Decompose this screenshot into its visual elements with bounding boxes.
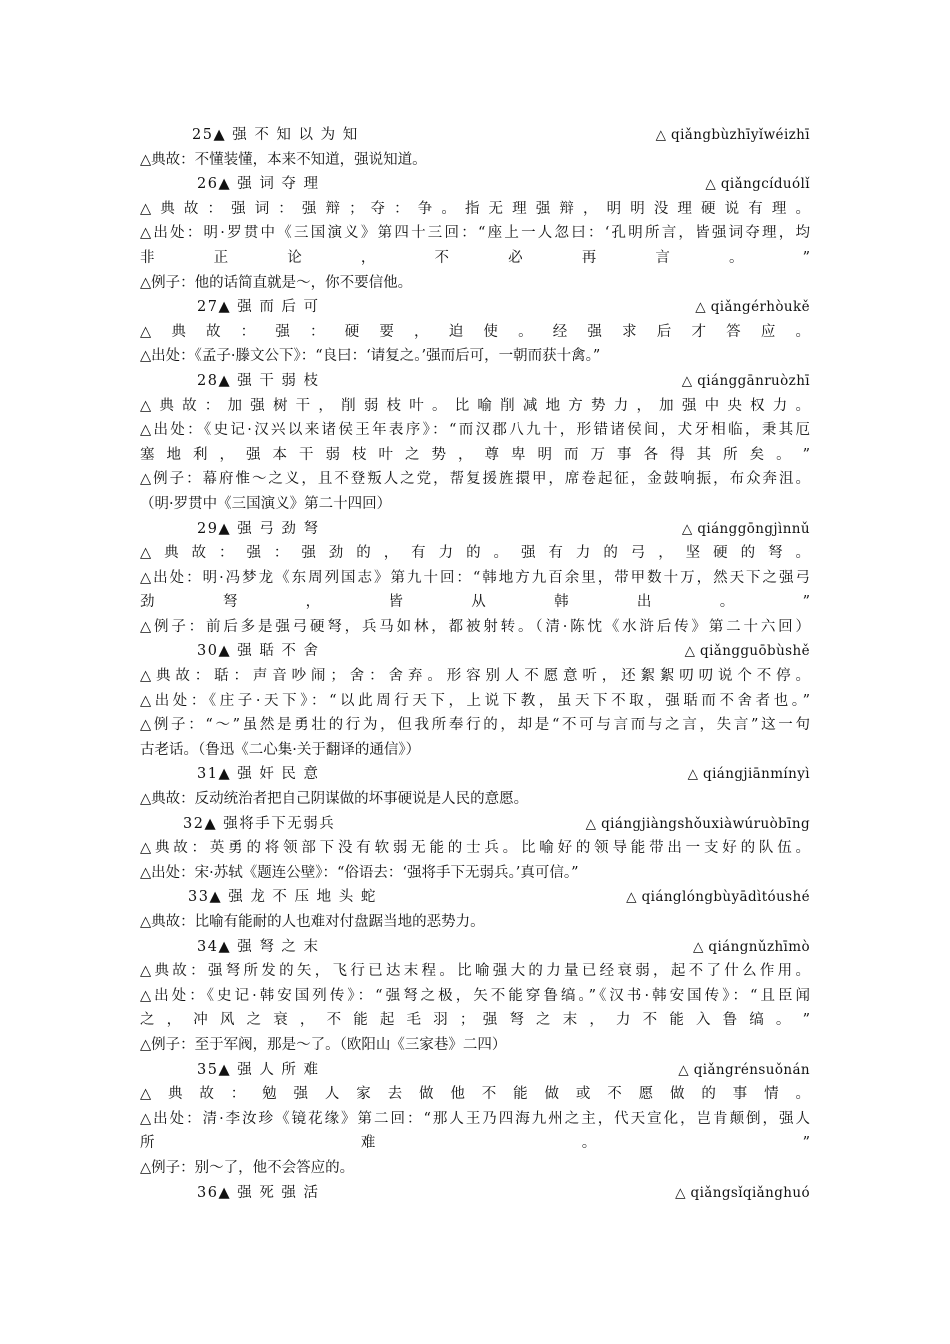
entry-text-line: △出处：《庄子·天下》：“以此周行天下，上说下教，虽天下不取，强聒而不舍者也。” [140,692,810,709]
entry-text-line: △ 典 故 ： 强 词 ： 强 辩 ； 夺 ： 争 。 指 无 理 强 辩 ， 明 明 没 理 硬 说 有 理 。 [140,200,810,217]
entry-text-line: △例子：至于军阀，那是～了。（欧阳山《三家巷》二四） [140,1036,507,1053]
entry-heading [140,1058,810,1083]
entry-text-line: △出处：《孟子·滕文公下》：“良曰：‘请复之。’强而后可，一朝而获十禽。” [140,348,601,365]
entry-heading [140,369,810,394]
entry-text-line: △出处：清·李汝珍《镜花缘》第二回：“那人王乃四海九州之主，代天宣化，岂肯颠倒，强人 [140,1110,810,1127]
idiom-pinyin: △ qiángjiānmínyì [687,766,810,783]
idiom-entry [140,1058,810,1181]
idiom-title: 25▲ 强 不 知 以 为 知 [192,127,359,143]
idiom-entry [140,172,810,295]
entry-heading [140,172,810,197]
entry-text-line: △典故：英勇的将领部下没有软弱无能的士兵。比喻好的领导能带出一支好的队伍。 [140,840,810,857]
entry-heading [140,639,810,664]
document-page [140,123,810,1205]
idiom-pinyin: △ qiánglóngbùyādìtóushé [626,889,810,906]
idiom-pinyin: △ qiǎngbùzhīyǐwéizhī [655,127,810,143]
entry-text-line: △出处：宋·苏轼《题连公壁》：“俗语去：‘强将手下无弱兵。’真可信。” [140,864,579,881]
entry-text-line: △出处：《史记·韩安国列传》：“强弩之极，矢不能穿鲁缟。”《汉书·韩安国传》：“且臣闻 [140,987,810,1004]
entry-text-line: △典故：比喻有能耐的人也难对付盘踞当地的恶势力。 [140,914,485,930]
idiom-title: 33▲ 强 龙 不 压 地 头 蛇 [188,889,377,906]
idiom-title: 32▲ 强将手下无弱兵 [183,815,336,832]
idiom-title: 36▲ 强 死 强 活 [197,1184,320,1201]
entry-text-line: △出处：明·冯梦龙《东周列国志》第九十回：“韩地方九百余里，带甲数十万，然天下之强弓 [140,569,810,586]
entry-heading [140,935,810,960]
idiom-pinyin: △ qiǎngcíduólǐ [705,176,810,193]
entry-text-line: △ 典 故 ： 强 ： 硬 要 ， 迫 使 。 经 强 求 后 才 答 应 。 [140,323,810,340]
entry-text-line: △典故：聒：声音吵闹；舍：舍弃。形容别人不愿意听，还絮絮叨叨说个不停。 [140,668,810,685]
entry-text-line: △例子：他的话简直就是～，你不要信他。 [140,274,413,291]
idiom-title: 28▲ 强 干 弱 枝 [197,372,320,389]
idiom-pinyin: △ qiǎngguōbùshě [684,643,810,660]
idiom-entry [140,639,810,762]
entry-text-line: （明·罗贯中《三国演义》第二十四回） [140,495,392,512]
idiom-pinyin: △ qiángnǔzhīmò [692,938,810,955]
entry-text-line: △典故：反动统治者把自己阴谋做的坏事硬说是人民的意愿。 [140,791,529,808]
entry-text-line: △ 典 故 ： 勉 强 人 家 去 做 他 不 能 做 或 不 愿 做 的 事 情 。 [140,1086,810,1103]
idiom-title: 26▲ 强 词 夺 理 [197,176,320,193]
entry-text-line: △出处：明·罗贯中《三国演义》第四十三回：“座上一人忽曰：‘孔明所言，皆强词夺理，均 [140,225,810,242]
idiom-pinyin: △ qiánggānruòzhī [681,372,810,389]
entry-text-line: △例子：别～了，他不会答应的。 [140,1159,355,1176]
idiom-pinyin: △ qiánggōngjìnnǔ [681,520,810,537]
idiom-pinyin: △ qiǎngsǐqiǎnghuó [675,1184,810,1201]
entry-text-line: 塞 地 利 ， 强 本 干 弱 枝 叶 之 势 ， 尊 卑 明 而 万 事 各 得 其 所 矣 。 ” [140,446,810,463]
idiom-title: 27▲ 强 而 后 可 [197,299,320,316]
idiom-entry [140,123,810,172]
entry-text-line: 所 难 。 ” [140,1135,810,1152]
idiom-title: 29▲ 强 弓 劲 弩 [197,520,320,537]
entry-heading [140,295,810,320]
entry-text-line: △例子：幕府惟～之义，且不登叛人之党，帮复援旌擐甲，席卷起征，金鼓响振，布众奔沮。 [140,471,810,488]
entry-text-line: △例子：“～”虽然是勇壮的行为，但我所奉行的，却是“不可与言而与之言，失言”这一句 [140,717,810,734]
idiom-pinyin: △ qiǎngrénsuǒnán [678,1061,810,1078]
entry-text-line: 劲 弩 ， 皆 从 韩 出 。 ” [140,594,810,611]
entry-text-line: △ 典 故 ： 加 强 树 干 ， 削 弱 枝 叶 。 比 喻 削 减 地 方 势 力 ， 加 强 中 央 权 力 。 [140,397,810,414]
idiom-pinyin: △ qiǎngérhòukě [695,299,810,316]
idiom-entry [140,1181,810,1206]
entry-text-line: △ 典 故 ： 强 ： 强 劲 的 ， 有 力 的 。 强 有 力 的 弓 ， 坚 硬 的 弩 。 [140,545,810,562]
idiom-entry [140,295,810,369]
entry-text-line: 古老话。（鲁迅《二心集·关于翻译的通信》） [140,741,421,758]
entry-heading [140,812,810,837]
entry-heading [140,517,810,542]
entry-text-line: 之 ， 冲 风 之 衰 ， 不 能 起 毛 羽 ； 强 弩 之 末 ， 力 不 能 入 鲁 缟 。 ” [140,1012,810,1029]
entry-heading [140,123,810,148]
idiom-title: 31▲ 强 奸 民 意 [197,766,320,783]
idiom-pinyin: △ qiángjiàngshǒuxiàwúruòbīng [585,815,810,832]
idiom-entry [140,812,810,886]
idiom-title: 35▲ 强 人 所 难 [197,1061,320,1078]
idiom-title: 30▲ 强 聒 不 舍 [197,643,320,660]
entry-text-line: △典故：不懂装懂，本来不知道，强说知道。 [140,151,427,168]
entry-heading [140,885,810,910]
idiom-entry [140,935,810,1058]
entry-heading [140,1181,810,1206]
idiom-title: 34▲ 强 弩 之 末 [197,938,320,955]
entry-heading [140,762,810,787]
entry-text-line: △出处：《史记·汉兴以来诸侯王年表序》：“而汉郡八九十，形错诸侯间，犬牙相临，秉其厄 [140,422,810,439]
idiom-entry [140,885,810,934]
idiom-entry [140,517,810,640]
entry-text-line: △例子：前后多是强弓硬弩，兵马如林，都被射转。（清·陈忱《水浒后传》第二十六回） [140,618,810,635]
entry-text-line: 非 正 论 ， 不 必 再 言 。 ” [140,249,810,266]
entry-text-line: △典故：强弩所发的矢，飞行已达末程。比喻强大的力量已经衰弱，起不了什么作用。 [140,963,810,980]
idiom-entry [140,369,810,517]
idiom-entry [140,762,810,811]
